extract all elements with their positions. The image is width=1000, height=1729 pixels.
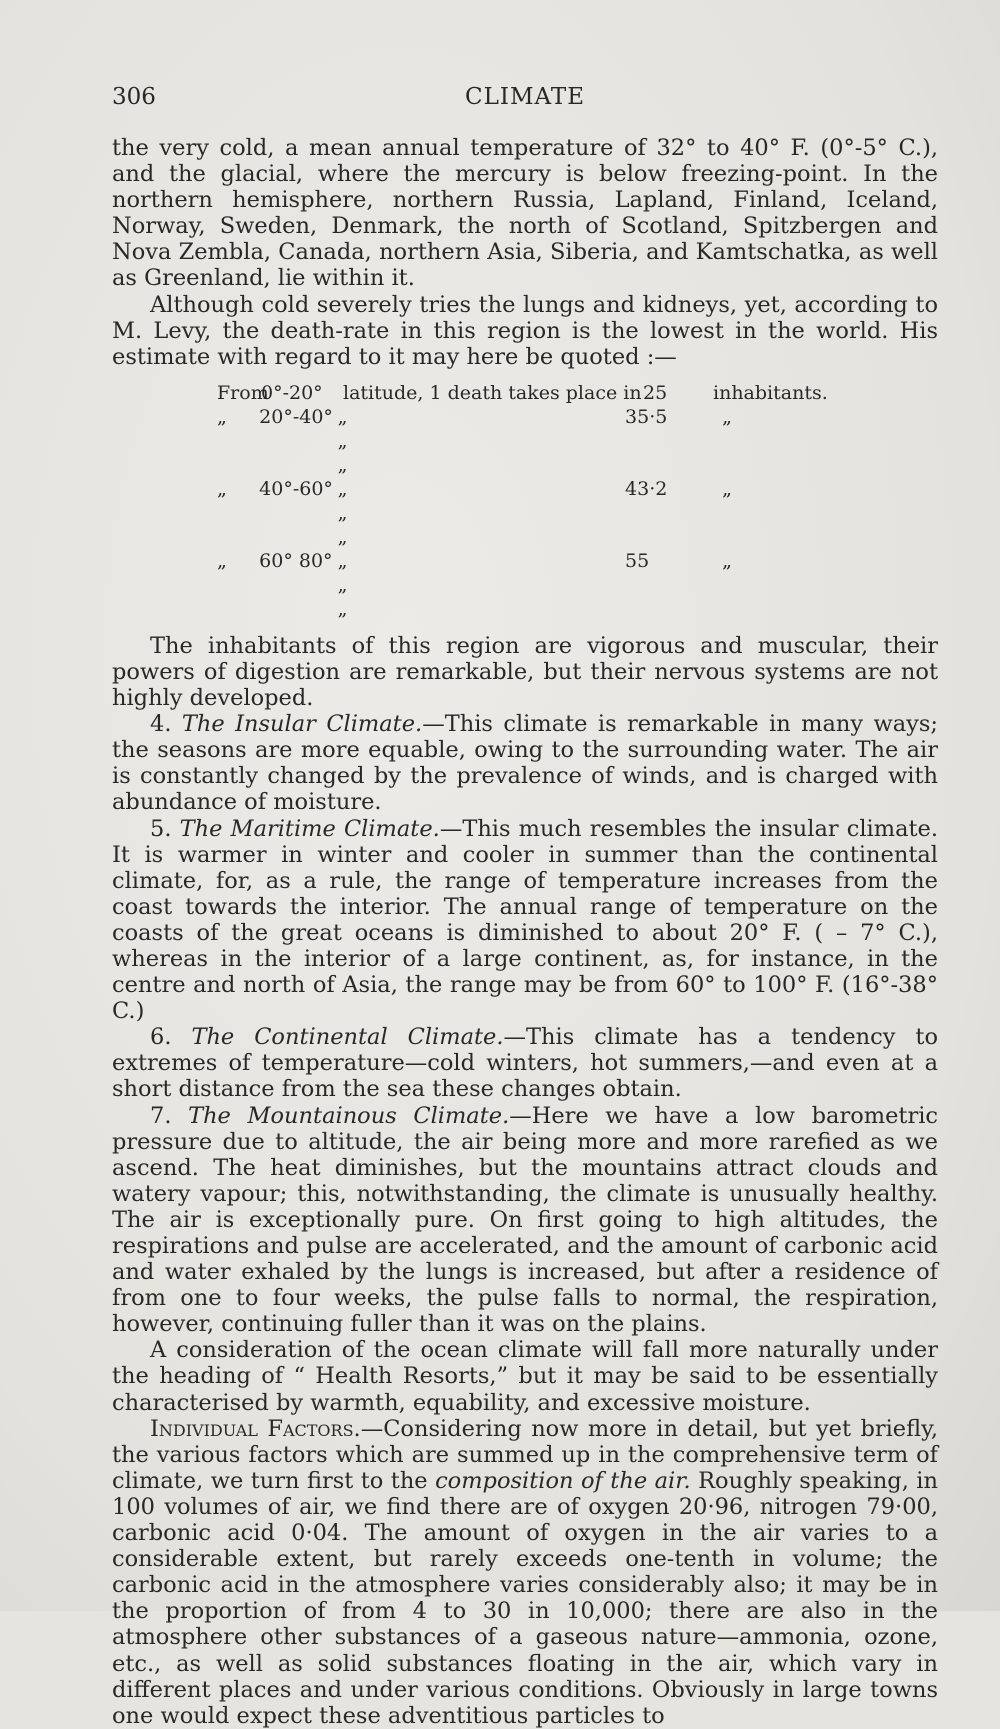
row-lead: „: [217, 477, 227, 500]
table-row: [217, 405, 837, 477]
ditto-mark: „: [337, 549, 348, 572]
unit-label: inhabitants.: [713, 381, 828, 404]
section-title: The Mountainous Climate.: [188, 1102, 510, 1129]
ditto-marks: [338, 405, 625, 477]
paragraph-inhabitants: The inhabitants of this region are vigorous and muscular, their powers of digestion are remarkable, but their nervous systems are not highly developed.: [112, 632, 938, 712]
section-number: 6.: [150, 1024, 172, 1051]
table-row: [217, 477, 837, 549]
paragraph-individual-factors: [112, 1416, 938, 1729]
inhabitants-count: 55: [625, 549, 650, 572]
table-row: [217, 549, 837, 621]
row-phrase: latitude, 1 death takes place in: [343, 381, 642, 404]
table-row: [217, 381, 837, 405]
page-number: 306: [112, 84, 156, 110]
ditto-mark: „: [337, 405, 348, 428]
section-title: The Continental Climate.: [191, 1024, 504, 1051]
section-text: —This climate has a tendency to extremes of temperature—cold winters, hot summers,—and even at a short distance from the sea these changes obtain.: [112, 1024, 938, 1103]
section-title: The Insular Climate.: [181, 711, 423, 738]
unit-label: „: [722, 477, 732, 500]
ditto-mark: „: [337, 501, 348, 524]
running-head: CLIMATE: [465, 84, 585, 110]
ditto-mark: „: [337, 573, 348, 596]
row-lead: „: [217, 405, 227, 428]
inhabitants-count: 35·5: [625, 405, 668, 428]
paragraph-levy-estimate: Although cold severely tries the lungs and kidneys, yet, according to M. Levy, the death-rate in this region is the lowest in the world. His estimate with regard to it may here be quoted :—: [112, 291, 938, 370]
section-number: 4.: [150, 711, 172, 738]
paragraph-ocean-climate: A consideration of the ocean climate will fall more naturally under the heading of “ Health Resorts,” but it may be said to be essentially characterised by warmth, equability, and excessive moisture.: [112, 1337, 938, 1416]
row-lead: From: [217, 381, 269, 404]
paragraph-maritime-climate: [112, 816, 938, 1025]
inhabitants-count: 43·2: [625, 477, 668, 500]
unit-label: „: [722, 549, 732, 572]
ditto-mark: „: [337, 477, 348, 500]
paragraph-continental-climate: [112, 1024, 938, 1102]
death-rate-table: [217, 381, 837, 621]
paragraph-insular-climate: [112, 711, 938, 815]
ditto-mark: „: [337, 525, 348, 548]
ditto-marks: [338, 549, 625, 621]
ditto-marks: [338, 477, 625, 549]
section-number: 7.: [150, 1102, 172, 1129]
italic-phrase: composition of the air.: [435, 1467, 691, 1494]
ditto-mark: „: [337, 453, 348, 476]
section-text: —This climate is remarkable in many ways; the seasons are more equable, owing to the surrounding water. The air is constantly changed by the prevalence of winds, and is charged with abundance of moisture.: [112, 711, 938, 816]
section-text: —Considering now more in detail, but yet briefly, the various factors which are summed up in the comprehensive term of climate, we turn first to the: [112, 1415, 938, 1494]
paragraph-mountainous-climate: [112, 1103, 938, 1338]
latitude-range: 60° 80°: [259, 549, 333, 572]
page-body: [112, 135, 938, 1729]
section-title: The Maritime Climate.: [179, 815, 440, 842]
inhabitants-count: 25: [643, 381, 668, 404]
unit-label: „: [722, 405, 732, 428]
section-heading: Individual Factors.: [150, 1415, 361, 1442]
section-text: —Here we have a low barometric pressure due to altitude, the air being more and more rarefied as we ascend. The heat diminishes, but the mountains attract clouds and watery vapour; this, notwithstanding, the climate is unusually healthy. The air is exceptionally pure. On first going to high altitudes, the respirations and pulse are accelerated, and the amount of carbonic acid and water exhaled by the lungs is increased, but after a residence of from one to four weeks, the pulse falls to normal, the respiration, however, continuing fuller than it was on the plains.: [112, 1102, 938, 1338]
row-lead: „: [217, 549, 227, 572]
section-text: Roughly speaking, in 100 volumes of air, we find there are of oxygen 20·96, nitrogen 79·00, carbonic acid 0·04. The amount of oxygen in the air varies to a considerable extent, but rarely exceeds one-tenth in volume; the carbonic acid in the atmosphere varies considerably also; it may be in the proportion of from 4 to 30 in 10,000; there are also in the atmosphere other substances of a gaseous nature—ammonia, ozone, etc., as well as solid substances floating in the air, which vary in different places and under various conditions. Obviously in large towns one would expect these adventitious particles to: [112, 1467, 938, 1729]
page-header: [112, 84, 938, 118]
ditto-mark: „: [337, 429, 348, 452]
section-text: —This much resembles the insular climate. It is warmer in winter and cooler in summer than the continental climate, for, as a rule, the range of temperature increases from the coast towards the interior. The annual range of temperature on the coasts of the great oceans is diminished to about 20° F. ( – 7° C.), whereas in the interior of a large continent, as, for instance, in the centre and north of Asia, the range may be from 60° to 100° F. (16°-38° C.): [112, 815, 938, 1025]
section-number: 5.: [150, 815, 172, 842]
ditto-mark: „: [337, 597, 348, 620]
latitude-range: 0°-20°: [261, 381, 323, 404]
latitude-range: 40°-60°: [259, 477, 333, 500]
latitude-range: 20°-40°: [259, 405, 333, 428]
paragraph-cold-climate: the very cold, a mean annual temperature of 32° to 40° F. (0°-5° C.), and the glacial, where the mercury is below freezing-point. In the northern hemisphere, northern Russia, Lapland, Finland, Iceland, Norway, Sweden, Denmark, the north of Scotland, Spitzbergen and Nova Zembla, Canada, northern Asia, Siberia, and Kamtschatka, as well as Greenland, lie within it.: [112, 135, 938, 292]
